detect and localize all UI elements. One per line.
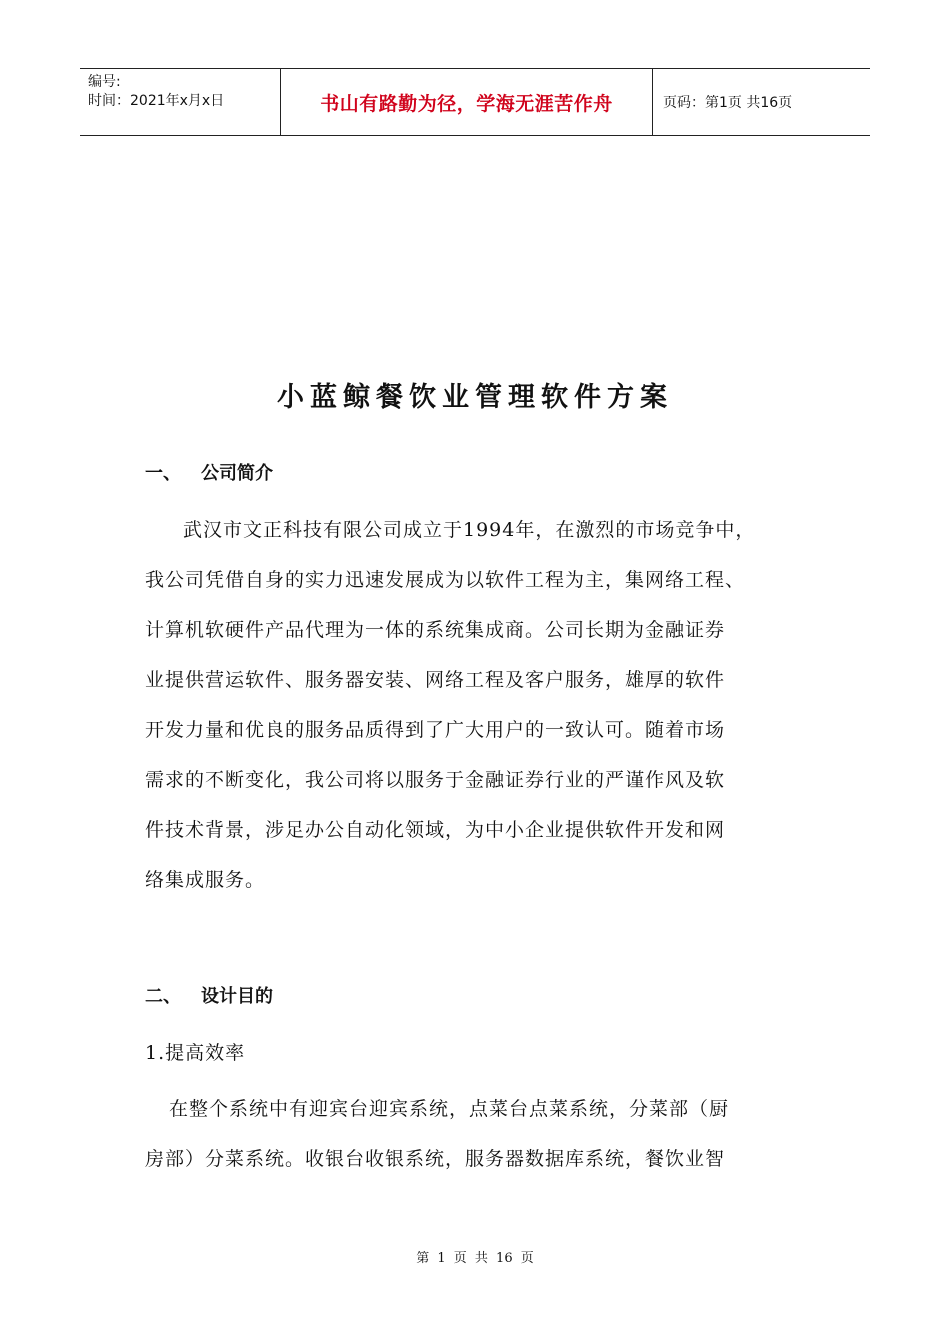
paragraph-line: 在整个系统中有迎宾台迎宾系统，点菜台点菜系统，分菜部（厨 bbox=[169, 1098, 730, 1120]
section-heading-1 bbox=[145, 459, 273, 485]
header-page-info: 页码：第1页 共16页 bbox=[663, 95, 793, 111]
paragraph-line: 件技术背景，涉足办公自动化领域，为中小企业提供软件开发和网 bbox=[145, 819, 726, 841]
time-label: 时间：2021年x月x日 bbox=[88, 93, 225, 109]
subheading-efficiency: 1.提高效率 bbox=[145, 1042, 246, 1064]
header-meta bbox=[80, 69, 281, 135]
paragraph-line: 房部）分菜系统。收银台收银系统，服务器数据库系统，餐饮业智 bbox=[145, 1148, 726, 1170]
section-title: 公司简介 bbox=[201, 463, 273, 484]
paragraph-line: 我公司凭借自身的实力迅速发展成为以软件工程为主，集网络工程、 bbox=[145, 569, 746, 591]
paragraph-line: 计算机软硬件产品代理为一体的系统集成商。公司长期为金融证券 bbox=[145, 619, 726, 641]
paragraph-line: 需求的不断变化，我公司将以服务于金融证券行业的严谨作风及软 bbox=[145, 769, 726, 791]
section-number: 二、 bbox=[145, 986, 181, 1007]
page-footer: 第 1 页 共 16 页 bbox=[416, 1251, 534, 1266]
section-title: 设计目的 bbox=[201, 986, 273, 1007]
paragraph-line: 络集成服务。 bbox=[145, 869, 266, 891]
paragraph-line: 开发力量和优良的服务品质得到了广大用户的一致认可。随着市场 bbox=[145, 719, 726, 741]
document-title: 小蓝鲸餐饮业管理软件方案 bbox=[277, 382, 673, 413]
section-1-paragraph bbox=[145, 505, 835, 905]
page-header bbox=[80, 68, 870, 136]
section-number: 一、 bbox=[145, 463, 181, 484]
header-motto: 书山有路勤为径，学海无涯苦作舟 bbox=[281, 69, 653, 135]
section-2-paragraph bbox=[145, 1084, 835, 1184]
number-label: 编号: bbox=[88, 74, 121, 90]
paragraph-line: 武汉市文正科技有限公司成立于1994年，在激烈的市场竞争中， bbox=[183, 519, 756, 541]
section-heading-2 bbox=[145, 982, 273, 1008]
paragraph-line: 业提供营运软件、服务器安装、网络工程及客户服务，雄厚的软件 bbox=[145, 669, 726, 691]
